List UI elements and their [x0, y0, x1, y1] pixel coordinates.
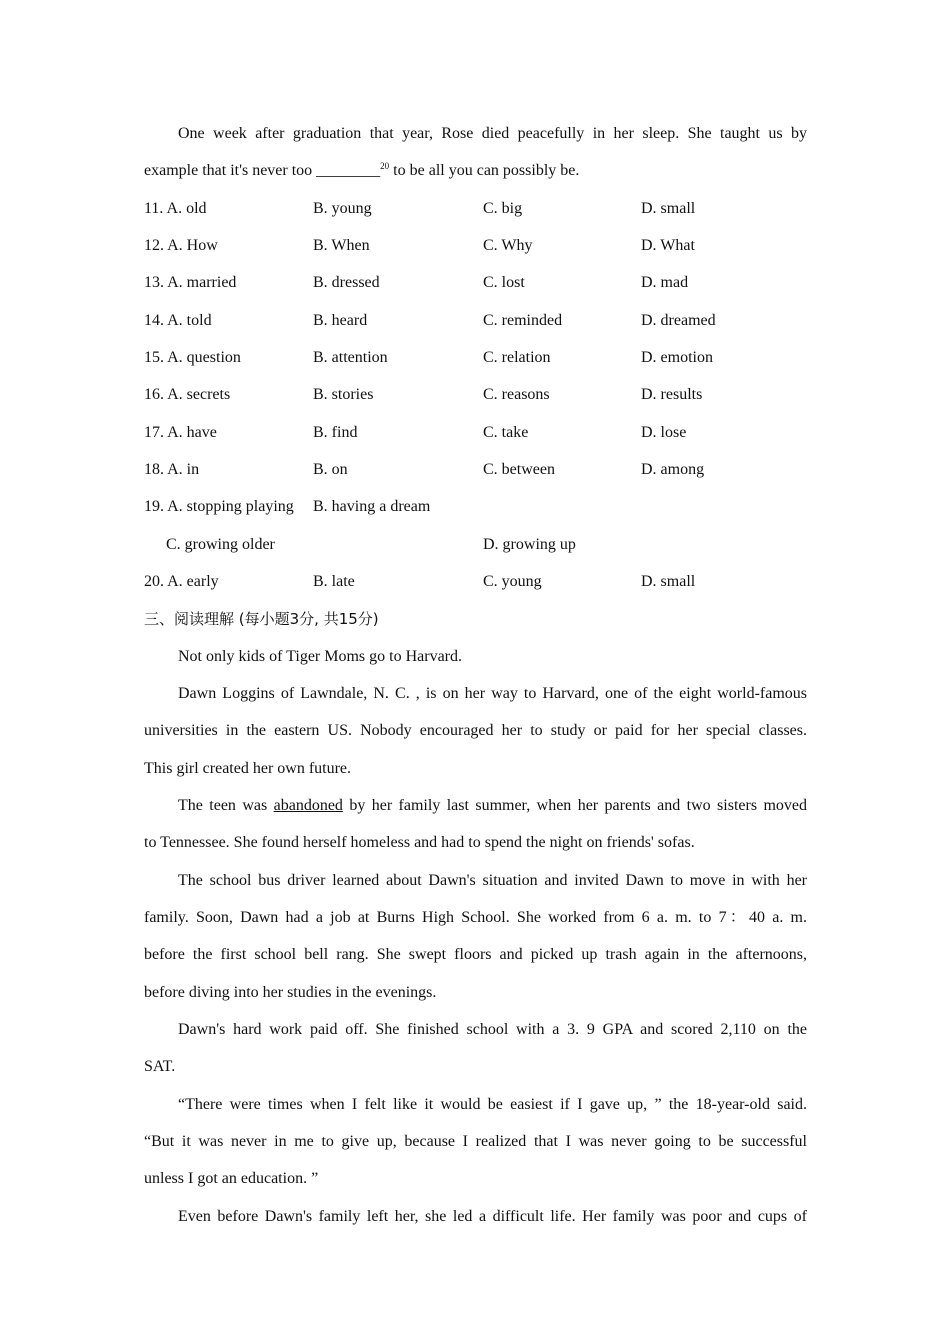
- option-d: D. small: [641, 200, 696, 217]
- option-c: C. big: [483, 200, 523, 217]
- option-a: 11. A. old: [144, 200, 207, 217]
- option-a: 14. A. told: [144, 312, 212, 329]
- question-row: [144, 458, 807, 482]
- option-c: C. relation: [483, 349, 551, 366]
- paragraph-1-line: This girl created her own future.: [144, 760, 352, 777]
- option-b: B. heard: [313, 312, 368, 329]
- question-row: [144, 234, 807, 258]
- question-row: [144, 271, 807, 295]
- option-c: C. between: [483, 461, 555, 478]
- paragraph-2-line: to Tennessee. She found herself homeless and had to spend the night on friends' sofas.: [144, 834, 695, 851]
- option-b: B. attention: [313, 349, 388, 366]
- option-d: D. What: [641, 237, 695, 254]
- option-d: D. mad: [641, 274, 689, 291]
- blank-number: 20: [380, 161, 390, 171]
- paragraph-3-line: The school bus driver learned about Dawn's situation and invited Dawn to move in with her: [178, 872, 807, 889]
- option-d: D. among: [641, 461, 705, 478]
- section-heading: 三、阅读理解 (每小题3分, 共15分): [144, 610, 379, 628]
- paragraph-2-line: [144, 794, 807, 818]
- passage-title: Not only kids of Tiger Moms go to Harvard.: [178, 648, 462, 665]
- option-a: 20. A. early: [144, 573, 219, 590]
- option-c: C. lost: [483, 274, 525, 291]
- question-row: [144, 421, 807, 445]
- paragraph-6-line: Even before Dawn's family left her, she led a difficult life. Her family was poor and cups of: [178, 1208, 807, 1225]
- option-c: C. Why: [483, 237, 533, 254]
- paragraph-5-line: “But it was never in me to give up, because I realized that I was never going to be successful: [144, 1133, 807, 1150]
- option-a: 16. A. secrets: [144, 386, 231, 403]
- option-d: D. growing up: [483, 536, 576, 553]
- paragraph-3-line: before the first school bell rang. She swept floors and picked up trash again in the afternoons,: [144, 946, 807, 963]
- paragraph-3-line: family. Soon, Dawn had a job at Burns High School. She worked from 6 a. m. to 7：40 a. m.: [144, 909, 808, 926]
- intro-line-1: One week after graduation that year, Rose died peacefully in her sleep. She taught us by: [178, 125, 807, 142]
- option-b: B. late: [313, 573, 355, 590]
- question-row-19-cont: [144, 533, 807, 557]
- option-b: B. stories: [313, 386, 374, 403]
- option-d: D. emotion: [641, 349, 713, 366]
- option-b: B. on: [313, 461, 348, 478]
- option-a: 15. A. question: [144, 349, 241, 366]
- paragraph-2-text: by her family last summer, when her parents and two sisters moved: [342, 797, 807, 814]
- option-b: B. dressed: [313, 274, 380, 291]
- option-d: D. lose: [641, 424, 687, 441]
- option-d: D. results: [641, 386, 703, 403]
- option-a: 19. A. stopping playing: [144, 498, 294, 515]
- option-c: C. young: [483, 573, 542, 590]
- question-row: [144, 383, 807, 407]
- option-c: C. growing older: [166, 536, 275, 553]
- option-a: 13. A. married: [144, 274, 237, 291]
- intro-line-2: [144, 159, 807, 183]
- option-d: D. dreamed: [641, 312, 716, 329]
- option-d: D. small: [641, 573, 696, 590]
- option-c: C. reasons: [483, 386, 550, 403]
- option-a: 18. A. in: [144, 461, 200, 478]
- paragraph-1-line: Dawn Loggins of Lawndale, N. C. , is on her way to Harvard, one of the eight world-famous: [178, 685, 807, 702]
- intro-line-2-end: to be all you can possibly be.: [389, 162, 580, 179]
- paragraph-4-line: Dawn's hard work paid off. She finished school with a 3. 9 GPA and scored 2,110 on the: [178, 1021, 807, 1038]
- option-b: B. When: [313, 237, 370, 254]
- option-b: B. find: [313, 424, 358, 441]
- intro-line-2-text: example that it's never too ________: [144, 162, 381, 179]
- option-a: 12. A. How: [144, 237, 218, 254]
- question-row: [144, 197, 807, 221]
- option-b: B. having a dream: [313, 498, 431, 515]
- paragraph-1-line: universities in the eastern US. Nobody encouraged her to study or paid for her special classes.: [144, 722, 807, 739]
- question-row: [144, 309, 807, 333]
- question-row-19: [144, 495, 807, 519]
- paragraph-4-line: SAT.: [144, 1058, 176, 1075]
- question-row-20: [144, 570, 807, 594]
- paragraph-5-line: unless I got an education. ”: [144, 1170, 319, 1187]
- option-c: C. reminded: [483, 312, 563, 329]
- paragraph-5-line: “There were times when I felt like it would be easiest if I gave up, ” the 18-year-old said.: [178, 1096, 807, 1113]
- paragraph-2-text: The teen was: [178, 797, 274, 814]
- option-c: C. take: [483, 424, 529, 441]
- option-a: 17. A. have: [144, 424, 217, 441]
- question-row: [144, 346, 807, 370]
- option-b: B. young: [313, 200, 372, 217]
- underlined-word: abandoned: [273, 797, 343, 814]
- paragraph-3-line: before diving into her studies in the evenings.: [144, 984, 437, 1001]
